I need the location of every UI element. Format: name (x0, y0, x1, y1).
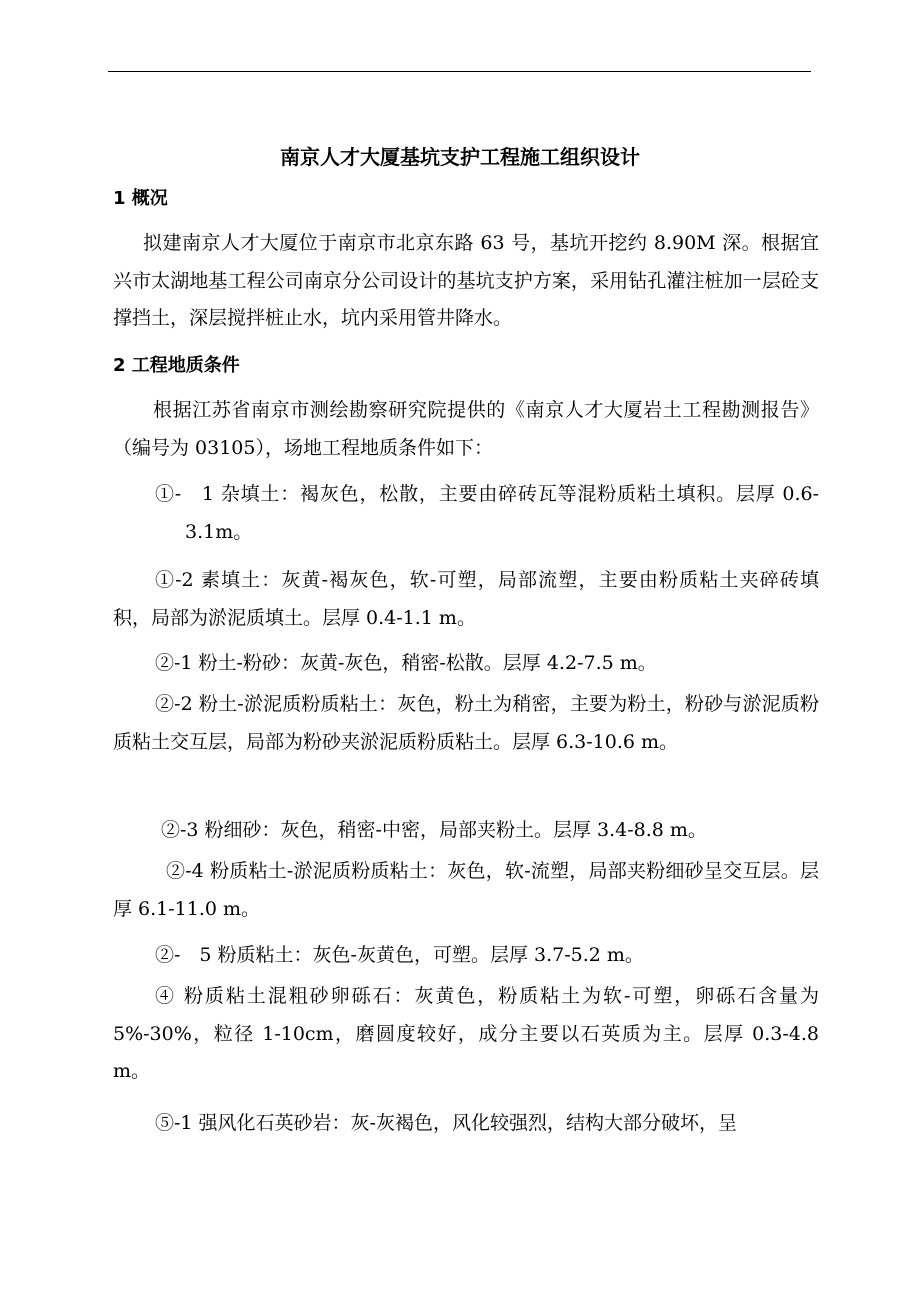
layer-item: ②-2 粉土-淤泥质粉质粘土：灰色，粉土为稍密，主要为粉土，粉砂与淤泥质粉质粘土交互层，局部为粉砂夹淤泥质粉质粘土。层厚 6.3-10.6 m。 (113, 693, 819, 753)
layer-item: ②-4 粉质粘土-淤泥质粉质粘土：灰色，软-流塑，局部夹粉细砂呈交互层。层厚 6.1-11.0 m。 (113, 860, 819, 920)
layer-item: ⑤-1 强风化石英砂岩：灰-灰褐色，风化较强烈，结构大部分破坏，呈 (155, 1112, 737, 1134)
layer-item: ②- 5 粉质粘土：灰色-灰黄色，可塑。层厚 3.7-5.2 m。 (155, 944, 644, 966)
section-1-heading: 1 概况 (113, 188, 168, 209)
header-rule (108, 71, 811, 72)
layer-item: ①- 1 杂填土：褐灰色，松散，主要由碎砖瓦等混粉质粘土填积。层厚 0.6-3.1m。 (155, 483, 819, 543)
section-2-intro: 根据江苏省南京市测绘勘察研究院提供的《南京人才大厦岩土工程勘测报告》（编号为 03105），场地工程地质条件如下： (113, 399, 819, 459)
document-title: 南京人才大厦基坑支护工程施工组织设计 (280, 145, 640, 169)
layer-item: ②-1 粉土-粉砂：灰黄-灰色，稍密-松散。层厚 4.2-7.5 m。 (155, 652, 657, 674)
layer-item: ②-3 粉细砂：灰色，稍密-中密，局部夹粉土。层厚 3.4-8.8 m。 (161, 819, 707, 841)
section-1-paragraph: 拟建南京人才大厦位于南京市北京东路 63 号，基坑开挖约 8.90M 深。根据宜兴市太湖地基工程公司南京分公司设计的基坑支护方案，采用钻孔灌注桩加一层砼支撑挡土，深层搅拌桩止水，坑内采用管井降水。 (113, 232, 819, 329)
section-2-heading: 2 工程地质条件 (113, 355, 240, 376)
layer-item: ④ 粉质粘土混粗砂卵砾石：灰黄色，粉质粘土为软-可塑，卵砾石含量为 5%-30%，粒径 1-10cm，磨圆度较好，成分主要以石英质为主。层厚 0.3-4.8 m。 (113, 985, 819, 1082)
layer-item: ①-2 素填土：灰黄-褐灰色，软-可塑，局部流塑，主要由粉质粘土夹碎砖填积，局部为淤泥质填土。层厚 0.4-1.1 m。 (113, 569, 819, 629)
